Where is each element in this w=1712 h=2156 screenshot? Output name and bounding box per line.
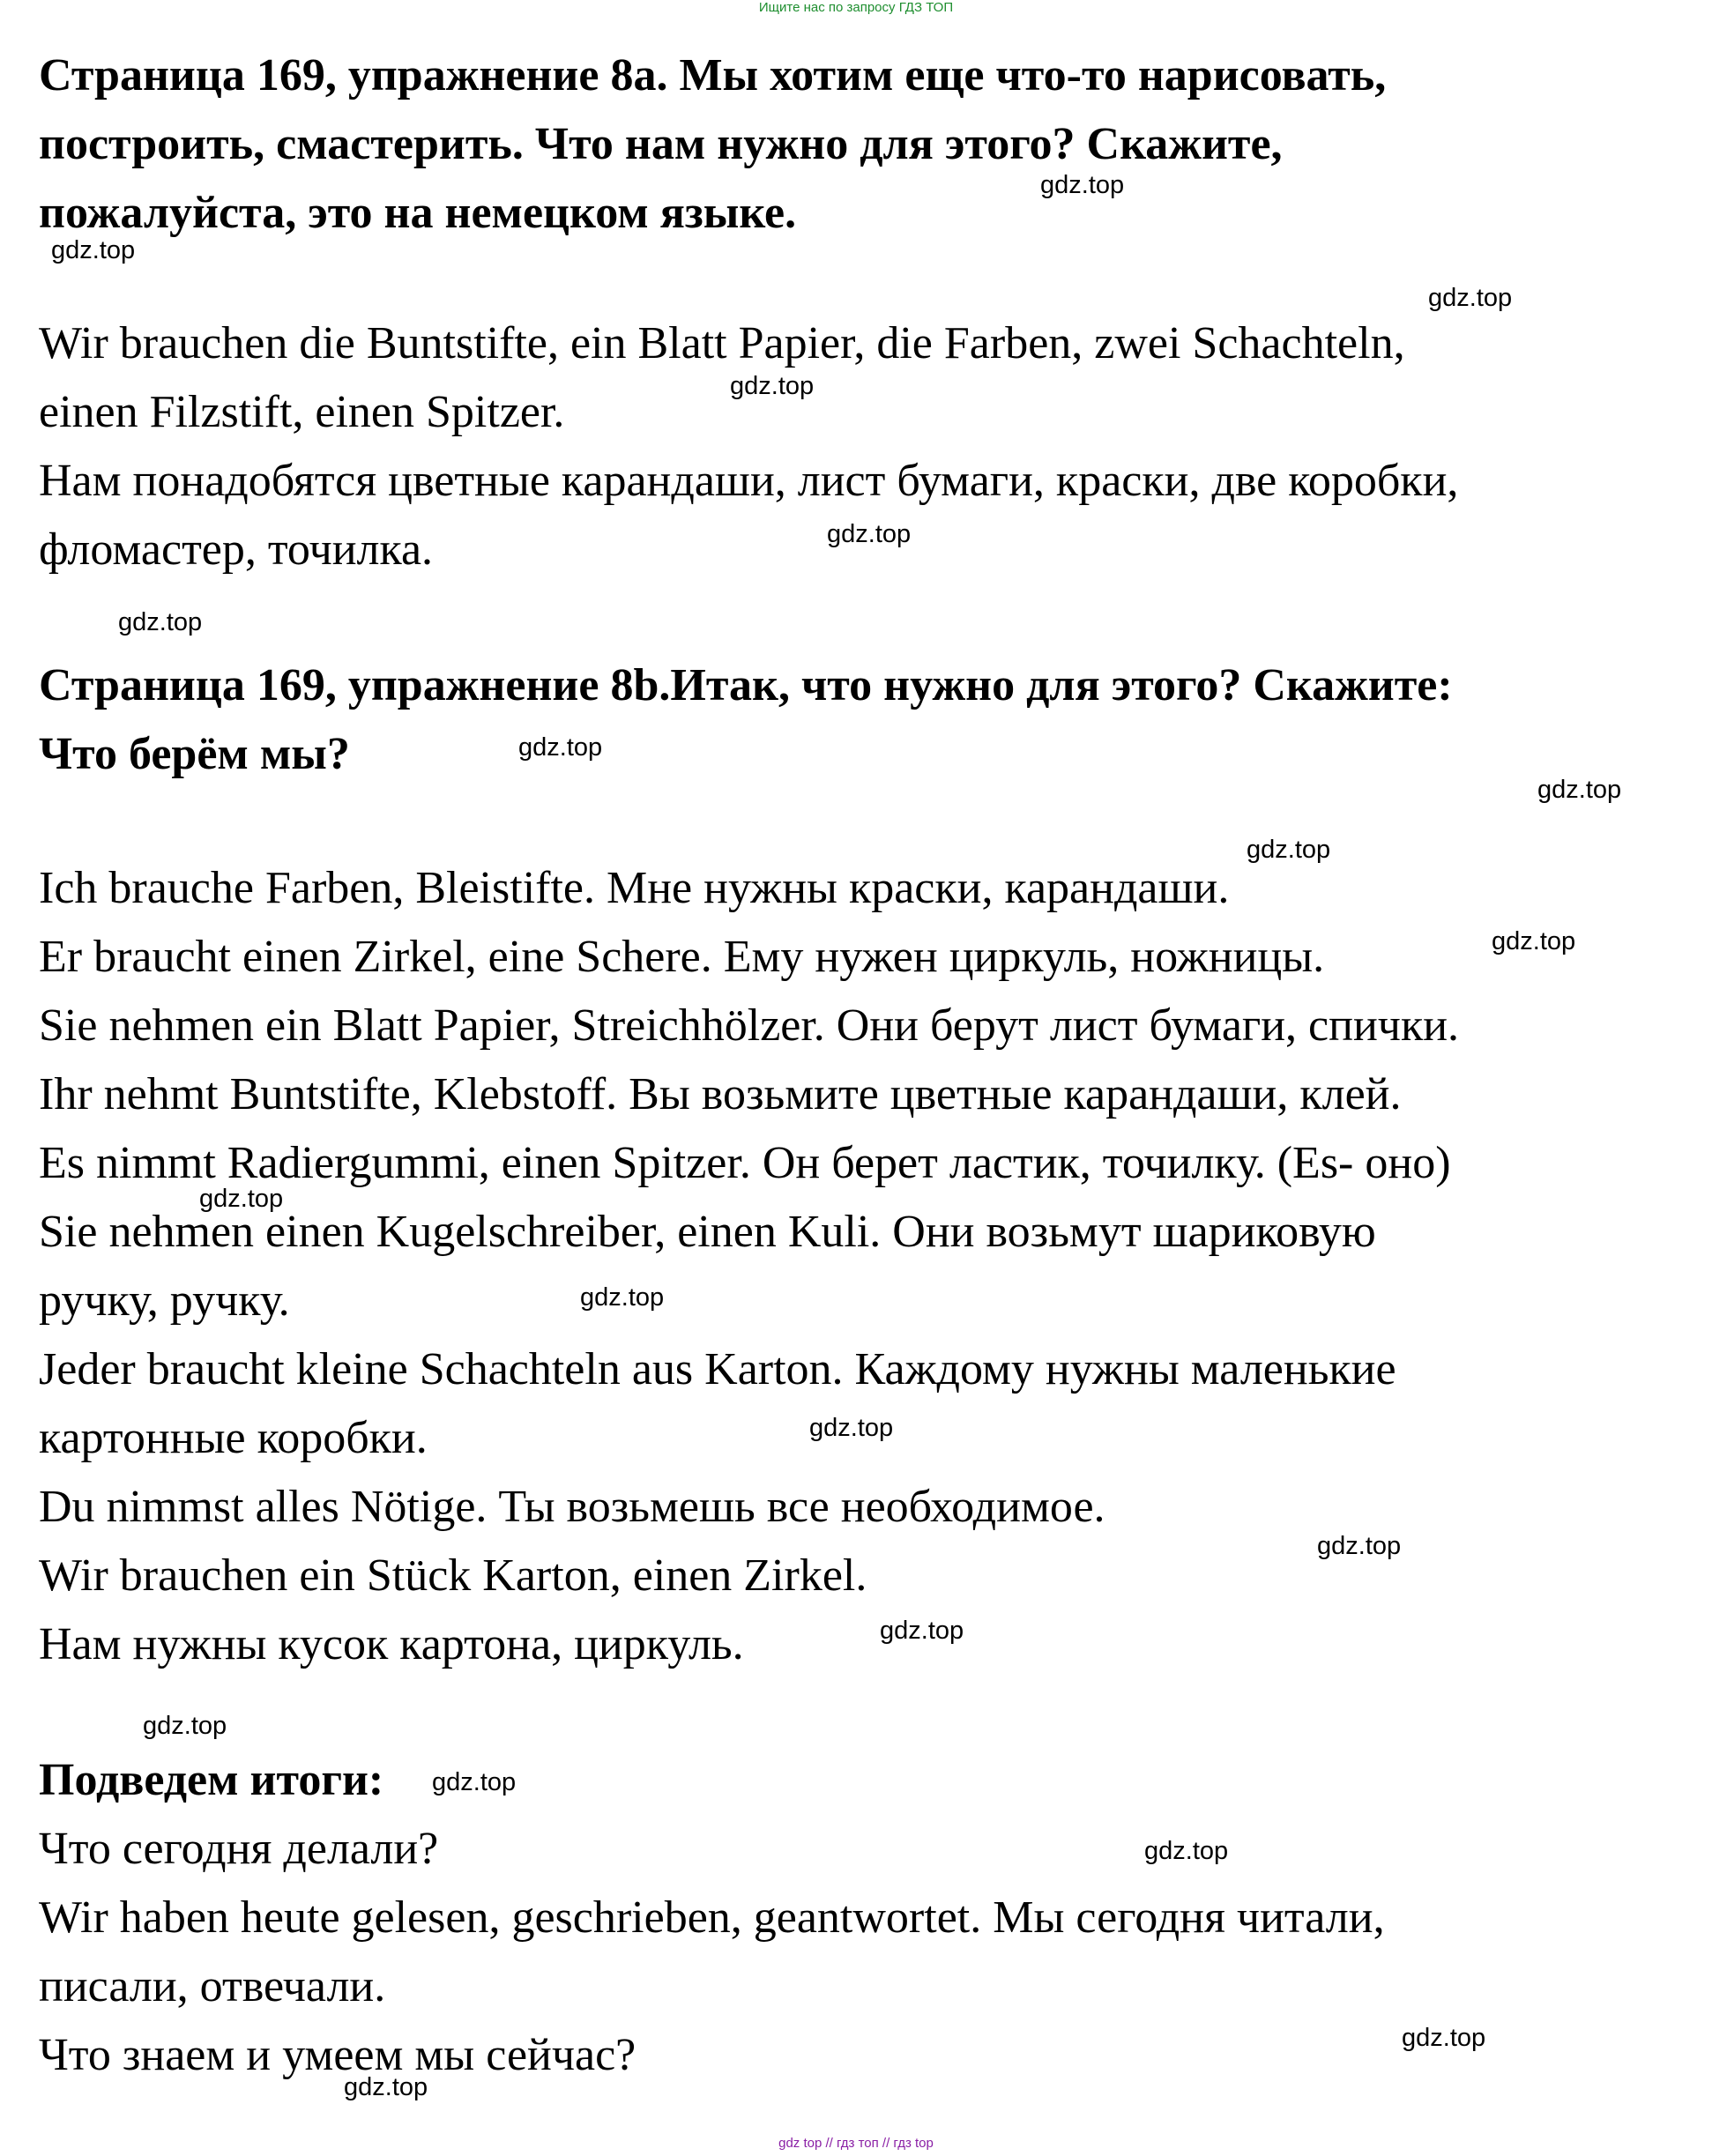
exercise-8a-heading-line-2: построить, смастерить. Что нам нужно для этого? Скажите, [39, 119, 1283, 169]
exercise-8b-heading-line-1: Страница 169, упражнение 8b.Итак, что нужно для этого? Скажите: [39, 660, 1453, 710]
watermark: gdz.top [880, 1617, 964, 1645]
exercise-8b-answer-line-6: Sie nehmen einen Kugelschreiber, einen Kuli. Они возьмут шариковую [39, 1207, 1376, 1257]
exercise-8a-heading-line-3: пожалуйста, это на немецком языке. [39, 188, 797, 238]
exercise-8b-answer-line-2: Er braucht einen Zirkel, eine Schere. Ему нужен циркуль, ножницы. [39, 932, 1325, 982]
watermark: gdz.top [580, 1283, 665, 1312]
watermark: gdz.top [199, 1185, 284, 1213]
summary-line-3: писали, отвечали. [39, 1961, 386, 2011]
summary-line-1: Что сегодня делали? [39, 1824, 439, 1874]
watermark: gdz.top [730, 372, 815, 400]
watermark: gdz.top [1247, 836, 1331, 864]
watermark: gdz.top [118, 608, 203, 636]
watermark: gdz.top [432, 1768, 517, 1796]
exercise-8b-answer-line-3: Sie nehmen ein Blatt Papier, Streichhölzer. Они берут лист бумаги, спички. [39, 1000, 1460, 1051]
watermark: gdz.top [1402, 2024, 1486, 2052]
exercise-8a-answer-line-2: einen Filzstift, einen Spitzer. [39, 387, 565, 437]
summary-heading: Подведем итоги: [39, 1755, 384, 1805]
watermark: gdz.top [1144, 1837, 1229, 1865]
summary-line-2: Wir haben heute gelesen, geschrieben, geantwortet. Мы сегодня читали, [39, 1892, 1385, 1943]
exercise-8b-answer-line-7: ручку, ручку. [39, 1275, 290, 1326]
top-banner: Ищите нас по запросу ГДЗ ТОП [758, 0, 954, 15]
bottom-banner: gdz top // гдз топ // гдз top [778, 2136, 934, 2151]
watermark: gdz.top [1428, 284, 1513, 312]
watermark: gdz.top [51, 236, 136, 264]
watermark: gdz.top [1537, 776, 1622, 804]
watermark: gdz.top [1317, 1532, 1402, 1560]
watermark: gdz.top [518, 733, 603, 762]
watermark: gdz.top [827, 520, 912, 548]
exercise-8b-answer-line-11: Wir brauchen ein Stück Karton, einen Zirkel. [39, 1550, 867, 1601]
exercise-8b-answer-line-12: Нам нужны кусок картона, циркуль. [39, 1619, 744, 1669]
exercise-8b-answer-line-5: Es nimmt Radiergummi, einen Spitzer. Он берет ластик, точилку. (Es- оно) [39, 1138, 1451, 1188]
exercise-8b-heading-line-2: Что берём мы? [39, 729, 350, 779]
watermark: gdz.top [143, 1712, 227, 1740]
summary-line-4: Что знаем и умеем мы сейчас? [39, 2030, 636, 2080]
exercise-8a-heading-line-1: Страница 169, упражнение 8a. Мы хотим еще что-то нарисовать, [39, 50, 1387, 100]
exercise-8a-answer-line-4: фломастер, точилка. [39, 524, 434, 575]
exercise-8b-answer-line-4: Ihr nehmt Buntstifte, Klebstoff. Вы возьмите цветные карандаши, клей. [39, 1069, 1402, 1119]
exercise-8b-answer-line-1: Ich brauche Farben, Bleistifte. Мне нужны краски, карандаши. [39, 863, 1230, 913]
exercise-8a-answer-line-1: Wir brauchen die Buntstifte, ein Blatt Papier, die Farben, zwei Schachteln, [39, 318, 1405, 368]
watermark: gdz.top [1040, 171, 1125, 199]
exercise-8a-answer-line-3: Нам понадобятся цветные карандаши, лист бумаги, краски, две коробки, [39, 456, 1459, 506]
exercise-8b-answer-line-9: картонные коробки. [39, 1413, 428, 1463]
watermark: gdz.top [809, 1414, 894, 1442]
exercise-8b-answer-line-10: Du nimmst alles Nötige. Ты возьмешь все необходимое. [39, 1482, 1105, 1532]
exercise-8b-answer-line-8: Jeder braucht kleine Schachteln aus Karton. Каждому нужны маленькие [39, 1344, 1396, 1394]
watermark: gdz.top [1492, 927, 1576, 955]
watermark: gdz.top [344, 2073, 428, 2101]
